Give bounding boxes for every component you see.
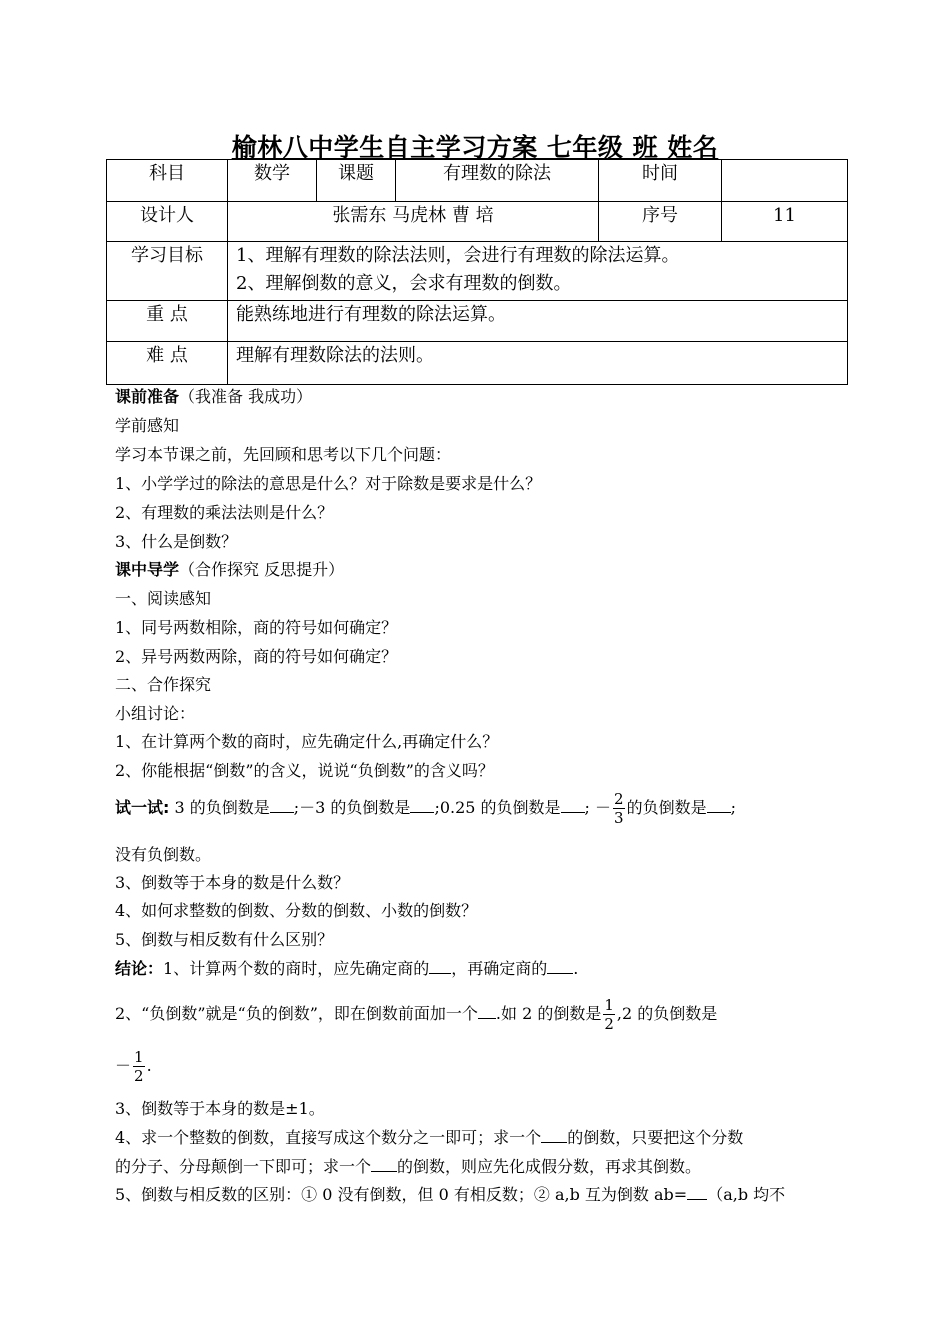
blank[interactable] bbox=[478, 1002, 496, 1019]
more-q4: 4、如何求整数的倒数、分数的倒数、小数的倒数？ bbox=[115, 901, 478, 920]
difficulty-value: 理解有理数除法的法则。 bbox=[228, 342, 848, 385]
mid-disc: 小组讨论： bbox=[115, 704, 196, 723]
difficulty-label: 难 点 bbox=[107, 342, 228, 385]
goal-label: 学习目标 bbox=[107, 242, 228, 301]
more-q3: 3、倒数等于本身的数是什么数？ bbox=[115, 873, 350, 892]
blank[interactable] bbox=[371, 1155, 397, 1172]
designer-label: 设计人 bbox=[107, 202, 228, 242]
blank[interactable] bbox=[547, 957, 573, 974]
blank[interactable] bbox=[707, 796, 731, 813]
blank[interactable] bbox=[687, 1183, 707, 1200]
pre-intro: 学习本节课之前，先回顾和思考以下几个问题： bbox=[115, 445, 452, 464]
topic-label: 课题 bbox=[317, 160, 396, 202]
mid-heading: 课中导学（合作探究 反思提升） bbox=[115, 560, 345, 579]
pre-sub: 学前感知 bbox=[115, 416, 180, 435]
info-table bbox=[106, 159, 848, 385]
conclusion-5: 5、倒数与相反数的区别：① 0 没有倒数，但 0 有相反数；② a,b 互为倒数 ab= （a,b 均不 bbox=[115, 1185, 786, 1204]
more-q5: 5、倒数与相反数有什么区别？ bbox=[115, 930, 334, 949]
serial-value: 11 bbox=[722, 202, 848, 242]
topic-value: 有理数的除法 bbox=[396, 160, 599, 202]
mid-s1q2: 2、异号两数两除，商的符号如何确定？ bbox=[115, 647, 398, 666]
pre-q2: 2、有理数的乘法法则是什么？ bbox=[115, 503, 334, 522]
fraction: $\frac{1}{2}$ bbox=[134, 1048, 144, 1085]
mid-s2: 二、合作探究 bbox=[115, 675, 212, 694]
conclusion-1: 结论：1、计算两个数的商时，应先确定商的 ，再确定商的 . bbox=[115, 959, 579, 978]
blank[interactable] bbox=[561, 796, 585, 813]
conclusion-3: 3、倒数等于本身的数是±1。 bbox=[115, 1099, 325, 1118]
blank[interactable] bbox=[541, 1126, 567, 1143]
fraction: $\frac{1}{2}$ bbox=[604, 996, 614, 1033]
conclusion-2-cont: － $\frac{1}{2}$ . bbox=[115, 1048, 152, 1085]
time-value bbox=[722, 160, 848, 202]
subject-label: 科目 bbox=[107, 160, 228, 202]
pre-heading: 课前准备（我准备 我成功） bbox=[115, 387, 313, 406]
blank[interactable] bbox=[429, 957, 451, 974]
conclusion-4: 4、求一个整数的倒数，直接写成这个数分之一即可；求一个 的倒数，只要把这个分数 bbox=[115, 1128, 744, 1147]
mid-d1: 1、在计算两个数的商时，应先确定什么,再确定什么？ bbox=[115, 732, 499, 751]
try-cont: 没有负倒数。 bbox=[115, 845, 212, 864]
subject-value: 数学 bbox=[228, 160, 317, 202]
designer-value: 张需东 马虎林 曹 培 bbox=[228, 202, 599, 242]
goal-cell bbox=[228, 242, 848, 301]
blank[interactable] bbox=[270, 796, 294, 813]
mid-s1: 一、阅读感知 bbox=[115, 589, 212, 608]
time-label: 时间 bbox=[599, 160, 722, 202]
try-line: 试一试: 3 的负倒数是 ;－3 的负倒数是 ;0.25 的负倒数是 ; － $\frac{2}{3}$ 的负倒数是 ; bbox=[115, 790, 736, 827]
serial-label: 序号 bbox=[599, 202, 722, 242]
pre-q3: 3、什么是倒数？ bbox=[115, 532, 238, 551]
key-value: 能熟练地进行有理数的除法运算。 bbox=[228, 301, 848, 342]
goal-2: 2、理解倒数的意义，会求有理数的倒数。 bbox=[236, 273, 572, 294]
pre-q1: 1、小学学过的除法的意思是什么？对于除数是要求是什么？ bbox=[115, 474, 542, 493]
key-label: 重 点 bbox=[107, 301, 228, 342]
blank[interactable] bbox=[410, 796, 434, 813]
mid-s1q1: 1、同号两数相除，商的符号如何确定？ bbox=[115, 618, 398, 637]
conclusion-4-cont: 的分子、分母颠倒一下即可；求一个 的倒数，则应先化成假分数，再求其倒数。 bbox=[115, 1157, 702, 1176]
conclusion-2: 2、“负倒数”就是“负的倒数”，即在倒数前面加一个 .如 2 的倒数是 $\frac{1}{2}$ ,2 的负倒数是 bbox=[115, 996, 718, 1033]
mid-d2: 2、你能根据“倒数”的含义，说说“负倒数”的含义吗？ bbox=[115, 761, 494, 780]
fraction: $\frac{2}{3}$ bbox=[614, 790, 624, 827]
goal-1: 1、理解有理数的除法法则，会进行有理数的除法运算。 bbox=[236, 245, 680, 266]
page-title: 榆林八中学生自主学习方案 七年级 班 姓名 bbox=[231, 133, 719, 162]
